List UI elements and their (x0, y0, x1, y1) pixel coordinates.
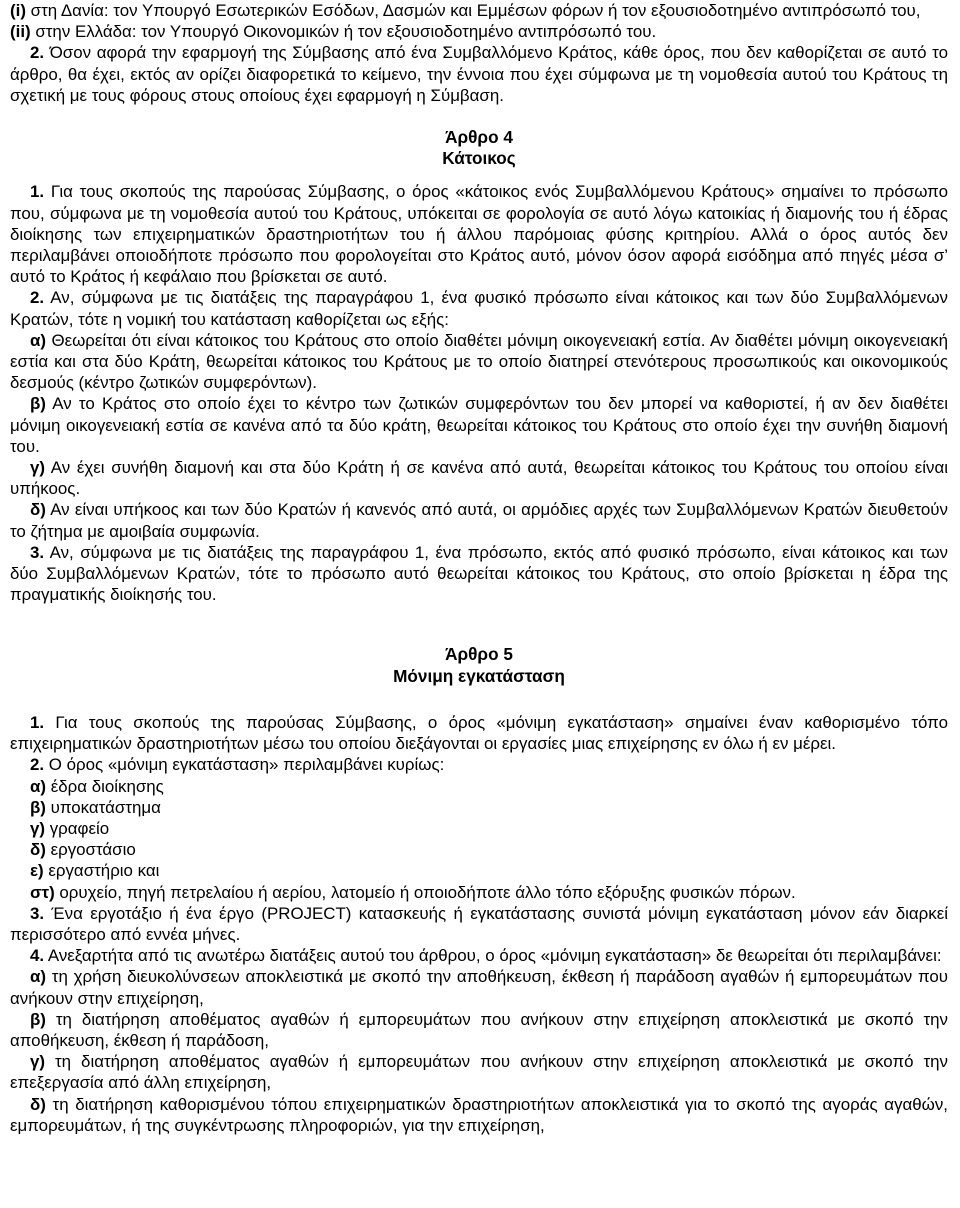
a5-list-label-d: δ) (30, 840, 46, 860)
article-5-title: Μόνιμη εγκατάσταση (393, 665, 565, 686)
article-4-title: Κάτοικος (442, 148, 516, 169)
a5-label-1: 1. (30, 712, 45, 732)
paragraph-2-definitions (10, 42, 948, 106)
article-4-item-d (10, 499, 948, 541)
article-4-paragraph-1 (10, 181, 948, 287)
a4-label-1: 1. (30, 182, 45, 202)
a5-p4-label-c: γ) (30, 1052, 46, 1072)
article-5-p4-item-b (10, 1009, 948, 1051)
a5-p4-text-d: τη διατήρηση καθορισμένου τόπου επιχειρηματικών δραστηριοτήτων αποκλειστικά για το σκοπό της αγοράς αγαθών, εμπορευμάτων, ή της συγκέντρωσης πληροφοριών, για την επιχείρηση, (10, 1094, 948, 1135)
a5-text-3: Ένα εργοτάξιο ή ένα έργο (PROJECT) κατασκευής ή εγκατάστασης συνιστά μόνιμη εγκατάσταση μόνον εάν διαρκεί περισσότερο από εννέα μήνες. (10, 903, 948, 944)
a5-list-text-c: γραφείο (45, 818, 110, 838)
a4-text-2: Αν, σύμφωνα με τις διατάξεις της παραγράφου 1, ένα φυσικό πρόσωπο είναι κάτοικος και των δύο Συμβαλλόμενων Κρατών, τότε η νομική του κατάσταση καθορίζεται ως εξής: (10, 288, 948, 329)
a5-text-1: Για τους σκοπούς της παρούσας Σύμβασης, ο όρος «μόνιμη εγκατάσταση» σημαίνει έναν καθορισμένο τόπο επιχειρηματικών δραστηριοτήτων μέσω του οποίου διεξάγονται οι εργασίες μιας επιχείρησης εν όλω ή εν μέρει. (10, 712, 948, 754)
a5-list-label-f: στ) (30, 882, 55, 902)
a4-label-b: β) (30, 394, 46, 414)
a5-text-2: Ο όρος «μόνιμη εγκατάσταση» περιλαμβάνει κυρίως: (44, 755, 445, 775)
a4-text-a: Θεωρείται ότι είναι κάτοικος του Κράτους στο οποίο διαθέτει μόνιμη οικογενειακή εστία. Αν διαθέτει μόνιμη οικογενειακή εστία και στα δύο Κράτη, θεωρείται κάτοικος του Κράτους με το οποίο διατηρεί στενότερους προσωπικούς και οικονομικούς δεσμούς (κέντρο ζωτικών συμφερόντων). (10, 330, 948, 393)
article-5-p4-item-d (10, 1094, 948, 1136)
a5-list-text-a: έδρα διοίκησης (46, 776, 164, 796)
article-4-paragraph-2 (10, 287, 948, 329)
a5-label-4: 4. (30, 946, 45, 966)
a5-list-label-a: α) (30, 776, 47, 796)
article-4-number: Άρθρο 4 (445, 127, 513, 148)
text-2: Όσον αφορά την εφαρμογή της Σύμβασης από ένα Συμβαλλόμενο Κράτος, κάθε όρος, που δεν καθορίζεται σε αυτό το άρθρο, θα έχει, εκτός αν ορίζει διαφορετικά το κείμενο, την έννοια που έχει σύμφωνα με τη νομοθεσία αυτού του Κράτους τη σχετική με τους φόρους στους οποίους έχει εφαρμογή η Σύμβαση. (10, 43, 948, 105)
a5-p4-text-b: τη διατήρηση αποθέματος αγαθών ή εμπορευμάτων που ανήκουν στην επιχείρηση αποκλειστικά με σκοπό την αποθήκευση, έκθεση ή παράδοση, (10, 1009, 948, 1050)
a5-label-3: 3. (30, 903, 45, 923)
a4-label-a: α) (30, 330, 47, 350)
a4-label-d: δ) (30, 500, 46, 520)
a4-label-2: 2. (30, 288, 45, 308)
article-5-list-e (10, 860, 948, 881)
article-5-list-c (10, 818, 948, 839)
a5-p4-label-a: α) (30, 967, 47, 987)
article-5-paragraph-2 (10, 754, 948, 775)
document-page (10, 0, 948, 1208)
article-4-item-c (10, 457, 948, 499)
a5-p4-label-b: β) (30, 1009, 46, 1029)
a5-p4-text-c: τη διατήρηση αποθέματος αγαθών ή εμπορευμάτων που ανήκουν στην επιχείρηση αποκλειστικά με σκοπό την επεξεργασία από άλλη επιχείρηση, (10, 1052, 948, 1093)
a4-label-3: 3. (30, 542, 45, 562)
article-5-list-b (10, 797, 948, 818)
article-5-list-a (10, 776, 948, 797)
a5-list-text-d: εργοστάσιο (45, 840, 136, 860)
article-5-paragraph-3 (10, 903, 948, 945)
a4-label-c: γ) (30, 458, 46, 478)
a5-list-label-b: β) (30, 797, 46, 817)
a5-list-text-f: ορυχείο, πηγή πετρελαίου ή αερίου, λατομείο ή οποιοδήποτε άλλο τόπο εξόρυξης φυσικών πόρων. (54, 882, 796, 902)
article-4-item-a (10, 330, 948, 394)
a5-text-4: Ανεξαρτήτα από τις ανωτέρω διατάξεις αυτού του άρθρου, ο όρος «μόνιμη εγκατάσταση» δε θεωρείται ότι περιλαμβάνει: (44, 946, 942, 966)
a5-list-label-e: ε) (30, 861, 44, 881)
label-ii: (ii) (10, 22, 31, 42)
a4-text-c: Αν έχει συνήθη διαμονή και στα δύο Κράτη ή σε κανένα από αυτά, θεωρείται κάτοικος του Κράτους του οποίου είναι υπήκοος. (10, 458, 948, 499)
article-5-paragraph-4 (10, 945, 948, 966)
a5-list-text-e: εργαστήριο και (43, 861, 160, 881)
a5-list-text-b: υποκατάστημα (45, 797, 161, 817)
article-5-p4-item-c (10, 1051, 948, 1093)
article-5-number: Άρθρο 5 (445, 644, 513, 665)
article-5-p4-item-a (10, 966, 948, 1008)
text-i: στη Δανία: τον Υπουργό Εσωτερικών Εσόδων, Δασμών και Εμμέσων φόρων ή τον εξουσιοδοτημένο αντιπρόσωπό του, (25, 1, 921, 20)
article-4-paragraph-3 (10, 542, 948, 606)
a5-p4-text-a: τη χρήση διευκολύνσεων αποκλειστικά με σκοπό την αποθήκευση, έκθεση ή παράδοση αγαθών ή εμπορευμάτων που ανήκουν στην επιχείρηση, (10, 967, 948, 1008)
text-ii: στην Ελλάδα: τον Υπουργό Οικονομικών ή τον εξουσιοδοτημένο αντιπρόσωπό του. (30, 22, 657, 42)
paragraph-i (10, 0, 948, 21)
a5-p4-label-d: δ) (30, 1094, 46, 1114)
label-i: (i) (10, 1, 26, 20)
a4-text-3: Αν, σύμφωνα με τις διατάξεις της παραγράφου 1, ένα πρόσωπο, εκτός από φυσικό πρόσωπο, είναι κάτοικος και των δύο Συμβαλλόμενων Κρατών, τότε το πρόσωπο αυτό θεωρείται κάτοικος του Κράτους, στο οποίο βρίσκεται η έδρα της πραγματικής διοίκησής του. (10, 542, 948, 605)
a4-text-1: Για τους σκοπούς της παρούσας Σύμβασης, ο όρος «κάτοικος ενός Συμβαλλόμενου Κράτους» σημαίνει το πρόσωπο που, σύμφωνα με τη νομοθεσία αυτού του Κράτους, υπόκειται σε φορολογία σε αυτό λόγω κατοικίας ή διαμονής του ή έδρας διοίκησης των επιχειρηματικών δραστηριοτήτων του ή άλλου παρόμοιας φύσης κριτηρίου. Αλλά ο όρος αυτός δεν περιλαμβάνει οποιοδήποτε πρόσωπο που φορολογείται στο Κράτος αυτό, μόνον όσον αφορά εισόδημα από πηγές μέσα σ’ αυτό το Κράτος ή κεφάλαιο που βρίσκεται σε αυτό. (10, 182, 948, 287)
article-5-list-f (10, 882, 948, 903)
a4-text-b: Αν το Κράτος στο οποίο έχει το κέντρο των ζωτικών συμφερόντων του δεν μπορεί να καθοριστεί, ή αν δεν διαθέτει μόνιμη οικογενειακή εστία σε κανένα από τα δύο κράτη, θεωρείται κάτοικος του Κράτους στο οποίο έχει την συνήθη διαμονή του. (10, 394, 948, 456)
article-5-paragraph-1 (10, 712, 948, 754)
a5-label-2: 2. (30, 755, 45, 775)
label-2: 2. (30, 43, 45, 63)
a4-text-d: Αν είναι υπήκοος και των δύο Κρατών ή κανενός από αυτά, οι αρμόδιες αρχές των Συμβαλλόμενων Κρατών διευθετούν το ζήτημα με αμοιβαία συμφωνία. (10, 500, 948, 541)
paragraph-ii (10, 21, 948, 42)
a5-list-label-c: γ) (30, 818, 46, 838)
article-5-list-d (10, 839, 948, 860)
article-4-item-b (10, 393, 948, 457)
